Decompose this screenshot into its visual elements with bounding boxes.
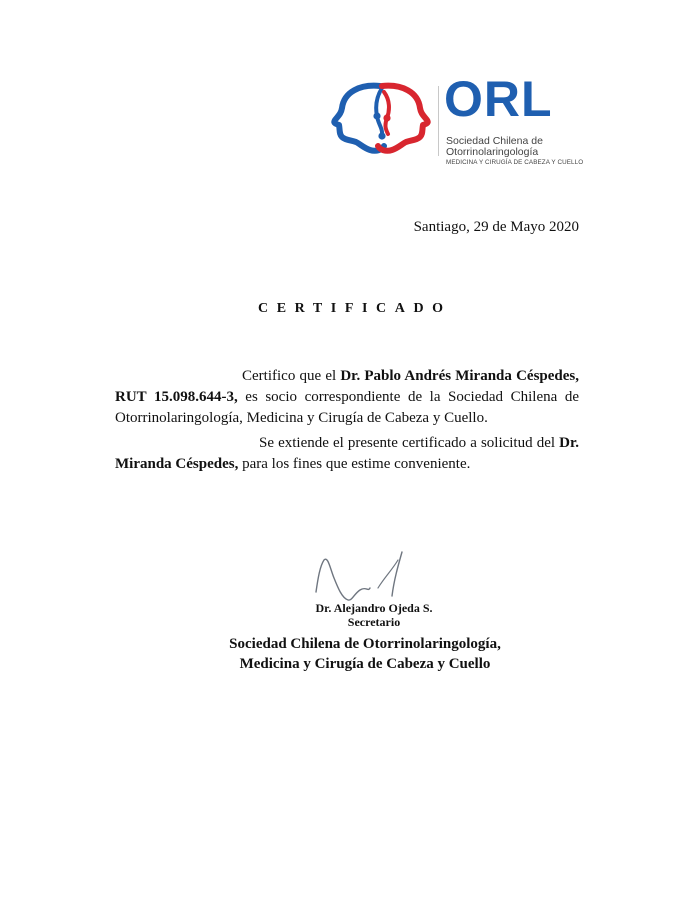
document-date: Santiago, 29 de Mayo 2020: [413, 219, 579, 235]
society-name-block: [200, 634, 530, 674]
society-logo: [330, 71, 584, 170]
paragraph1-rest: es socio correspondiente de la Sociedad Chilena de Otorrinolaringología, Medicina y Cirugía de Cabeza y Cuello.: [115, 389, 579, 426]
paragraph1-intro: Certifico que el: [242, 368, 341, 384]
member-rut: RUT 15.098.644-3,: [115, 389, 238, 405]
paragraph2-intro: Se extiende el presente certificado a solicitud del: [259, 435, 560, 451]
logo-name-line1: Sociedad Chilena de: [446, 135, 543, 147]
logo-divider: [438, 86, 439, 156]
handwritten-signature: [308, 548, 418, 608]
logo-acronym: ORL: [444, 71, 553, 127]
signer-role: Secretario: [347, 615, 401, 629]
paragraph2-rest: para los fines que estime conveniente.: [238, 456, 471, 472]
signer-name: Dr. Alejandro Ojeda S.: [315, 601, 433, 615]
signer-block: [304, 601, 444, 629]
society-line2: Medicina y Cirugía de Cabeza y Cuello: [239, 656, 491, 672]
certification-paragraph: [115, 366, 579, 429]
logo-name-line3: MEDICINA Y CIRUGÍA DE CABEZA Y CUELLO: [446, 159, 584, 167]
logo-name-line2: Otorrinolaringología: [446, 146, 539, 159]
requester-name: Dr. Miranda Céspedes,: [115, 435, 579, 472]
two-faces-logo-icon: [330, 82, 432, 156]
member-name: Dr. Pablo Andrés Miranda Céspedes,: [340, 368, 579, 384]
purpose-paragraph: [115, 433, 579, 475]
society-line1: Sociedad Chilena de Otorrinolaringología,: [229, 636, 501, 652]
logo-text: [446, 136, 583, 167]
document-title: CERTIFICADO: [258, 301, 452, 316]
